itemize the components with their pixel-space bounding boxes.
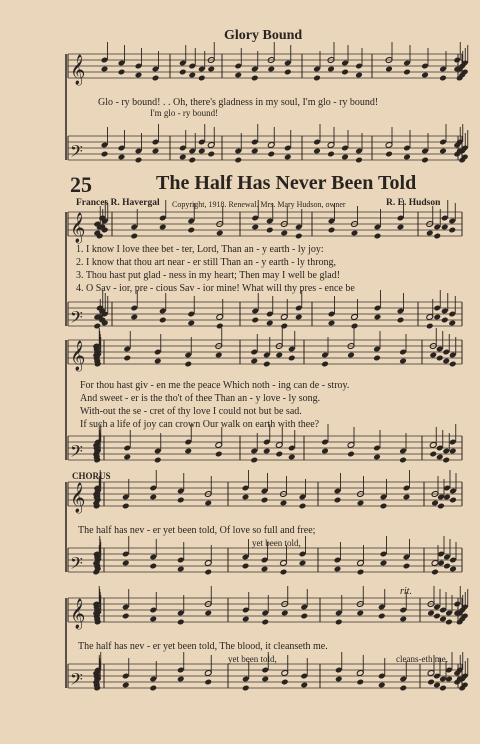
note-head [154,358,162,365]
note-head [448,227,456,234]
note-head [261,497,269,504]
note-head [242,616,250,623]
hymn-title: The Half Has Never Been Told [156,172,417,194]
note-head [356,679,364,686]
note-head [439,75,447,82]
note-head [448,320,456,327]
note-head [449,361,457,368]
hymn-number: 25 [70,172,92,197]
note-head [441,317,449,324]
glory-bound-title: Glory Bound [224,28,303,43]
note-head [427,610,435,617]
note-head [433,682,441,689]
note-head [373,355,381,362]
note-head [399,616,407,623]
note-head [250,457,258,464]
note-head [159,317,167,324]
note-head [403,69,411,76]
note-head [263,448,271,455]
note-head [215,352,223,359]
note-head [378,682,386,689]
note-head [118,154,126,161]
note-head [313,75,321,82]
note-head [267,66,275,73]
note-head [321,448,329,455]
note-head [355,72,363,79]
note-head [437,503,445,510]
note-head [380,560,388,567]
note-head [403,154,411,161]
note-head [122,503,130,510]
note-head [149,563,157,570]
note-head [421,72,429,79]
note-head [179,69,187,76]
note-head [449,566,457,573]
note-head [397,224,405,231]
note-head [429,451,437,458]
note-head [403,563,411,570]
note-head [442,358,450,365]
note-head [216,230,224,237]
note-head [266,227,274,234]
note-head [327,151,335,158]
note-head [439,616,447,623]
note-head [449,497,457,504]
note-head [321,361,329,368]
note-head [122,560,130,567]
note-head [204,679,212,686]
note-head [263,361,271,368]
note-head [118,69,126,76]
note-head [449,448,457,455]
note-head [204,610,212,617]
note-head [284,69,292,76]
note-head [355,157,363,164]
note-head [347,352,355,359]
note-head [334,566,342,573]
note-head [251,317,259,324]
note-head [251,224,259,231]
note-head [207,151,215,158]
note-head [436,355,444,362]
note-head [242,563,250,570]
note-head [275,451,283,458]
note-head [267,151,275,158]
chorus-lyric-2: The half has nev - er yet been told, The blood, it cleanseth me. [78,641,328,652]
note-head [122,682,130,689]
note-head [154,457,162,464]
note-head [149,685,157,692]
note-head [159,224,167,231]
chorus-label: CHORUS [72,471,111,481]
note-head [152,75,160,82]
note-head [250,358,258,365]
note-head [135,157,143,164]
note-head [427,679,435,686]
hymn-composer: R. E. Hudson [386,198,441,208]
note-head [433,233,441,240]
note-head [149,616,157,623]
treble-clef-icon: 𝄞 [70,55,86,85]
bass-clef-icon: 𝄢 [70,141,83,165]
note-head [433,314,441,321]
note-head [130,233,138,240]
note-head [101,66,109,73]
note-head [327,66,335,73]
note-head [281,679,289,686]
note-head [341,154,349,161]
note-head [198,75,206,82]
note-head [431,569,439,576]
note-head [380,503,388,510]
note-head [378,613,386,620]
note-head [399,685,407,692]
note-head [426,230,434,237]
note-head [123,355,131,362]
note-head [328,320,336,327]
chorus-lyric-2-echo-a: yet been told, [228,654,277,664]
note-head [431,500,439,507]
note-head [261,676,269,683]
note-head [429,352,437,359]
note-head [295,233,303,240]
note-head [101,151,109,158]
note-head [234,72,242,79]
verse-2-line-a: 2. I know that thou art near - er still Than an - y earth - ly throng, [76,257,337,268]
note-head [234,157,242,164]
note-head [334,497,342,504]
note-head [373,454,381,461]
note-head [399,358,407,365]
note-head [385,151,393,158]
note-head [443,563,451,570]
note-head [122,613,130,620]
note-head [204,500,212,507]
note-head [441,224,449,231]
note-head [188,157,196,164]
note-head [242,685,250,692]
note-head [341,69,349,76]
note-head [251,75,259,82]
note-head [433,613,441,620]
note-head [177,497,185,504]
note-head [288,454,296,461]
note-head [403,494,411,501]
note-head [177,676,185,683]
note-head [374,233,382,240]
note-head [313,148,321,155]
note-head [351,323,359,330]
note-head [179,154,187,161]
verse-1-line-a: 1. I know I love thee bet - ter, Lord, Than an - y earth - ly joy: [76,244,324,255]
note-head [281,610,289,617]
note-head [439,148,447,155]
rit-marking: rit. [400,586,412,597]
bass-clef-icon: 𝄢 [70,669,83,693]
note-head [216,323,224,330]
verse-4-line-a: 4. O Sav - ior, pre - cious Sav - ior mine! What will thy pres - ence be [76,283,355,294]
note-head [152,148,160,155]
bass-clef-icon: 𝄢 [70,307,83,331]
note-head [299,503,307,510]
verse-2-line-b: And sweet - er is the tho't of thee Than an - y love - ly song. [80,393,321,404]
note-head [266,320,274,327]
note-head [242,494,250,501]
note-head [436,454,444,461]
chorus-lyric-2-echo-b: cleans-eth me. [396,654,448,664]
note-head [187,227,195,234]
treble-clef-icon: 𝄞 [70,213,86,243]
treble-clef-icon: 𝄞 [70,599,86,629]
note-head [275,352,283,359]
note-head [184,448,192,455]
note-head [397,317,405,324]
note-head [280,500,288,507]
verse-3-line-a: 3. Thou hast put glad - ness in my heart; Then may I well be glad! [76,270,341,281]
bass-clef-icon: 𝄢 [70,553,83,577]
note-head [347,451,355,458]
note-head [188,72,196,79]
note-head [280,569,288,576]
note-head [385,66,393,73]
note-head [357,569,365,576]
glory-bound-lyric-2: I'm glo - ry bound! [150,108,219,118]
note-head [280,323,288,330]
note-head [357,500,365,507]
note-head [177,566,185,573]
note-head [207,66,215,73]
note-head [187,320,195,327]
note-head [442,457,450,464]
note-head [356,610,364,617]
note-head [130,314,138,321]
chorus-lyric-1: The half has nev - er yet been told, Of love so full and free; [78,525,316,536]
note-head [300,682,308,689]
note-head [328,227,336,234]
note-head [184,361,192,368]
note-head [288,355,296,362]
note-head [204,569,212,576]
note-head [351,230,359,237]
hymn-copyright: Copyright, 1918. Renewal. Mrs. Mary Hudson, owner [172,200,346,209]
chorus-lyric-1-echo: yet been told, [252,538,301,548]
note-head [215,451,223,458]
note-head [177,619,185,626]
treble-clef-icon: 𝄞 [70,341,86,371]
note-head [399,457,407,464]
glory-bound-lyric-1: Glo - ry bound! . . Oh, there's gladness in my soul, I'm glo - ry bound! [98,97,379,108]
note-head [374,314,382,321]
treble-clef-icon: 𝄞 [70,483,86,513]
verse-4-line-b: If such a life of joy can crown Our walk on earth with thee? [80,419,320,430]
note-head [251,148,259,155]
note-head [123,454,131,461]
note-head [280,230,288,237]
note-head [149,494,157,501]
note-head [261,619,269,626]
note-head [426,323,434,330]
note-head [295,314,303,321]
note-head [261,566,269,573]
note-head [93,323,101,330]
note-head [335,619,343,626]
note-head [135,72,143,79]
note-head [439,685,447,692]
verse-1-line-b: For thou hast giv - en me the peace Which noth - ing can de - stroy. [80,380,350,391]
hymn-author: Frances R. Havergal [76,198,160,208]
note-head [300,613,308,620]
note-head [421,157,429,164]
bass-clef-icon: 𝄢 [70,441,83,465]
note-head [335,676,343,683]
note-head [284,154,292,161]
verse-3-line-b: With-out the se - cret of thy love I could not but be sad. [80,406,302,417]
note-head [299,560,307,567]
note-head [198,148,206,155]
note-head [445,619,453,626]
